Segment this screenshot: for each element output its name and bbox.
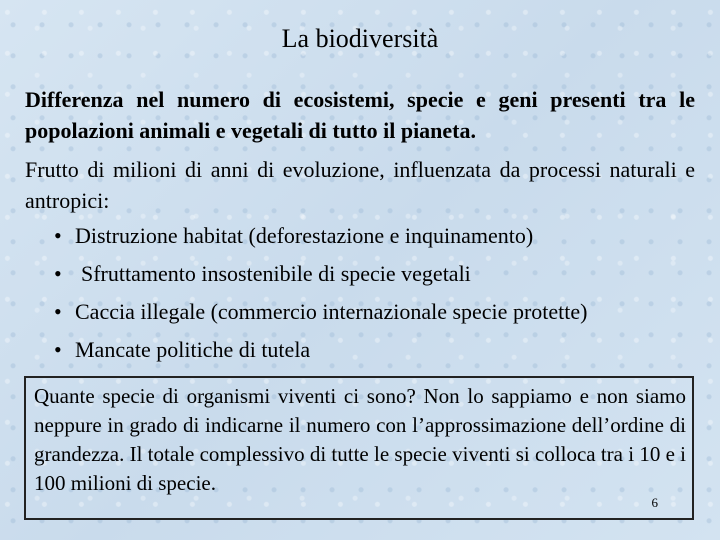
bullet-dot: • [54,337,62,362]
page-number: 6 [651,495,658,510]
bullet-text: Distruzione habitat (deforestazione e inquinamento) [75,223,534,248]
bullet-text: Mancate politiche di tutela [75,337,311,362]
bullet-dot: • [54,223,62,248]
bullet-item [54,334,587,372]
intro-text: Frutto di milioni di anni di evoluzione, influenzata da processi naturali e antropici: [25,157,695,213]
bullet-text: Sfruttamento insostenibile di specie vegetali [81,261,471,286]
info-box-text: Quante specie di organismi viventi ci sono? Non lo sappiamo e non siamo neppure in grado di indicarne il numero con l’approssimazione dell’ordine di grandezza. Il totale complessivo di tutte le specie viventi si colloca tra i 10 e i 100 milioni di specie. [34,384,686,495]
bullet-dot: • [54,299,62,324]
bullet-item [54,296,587,334]
bullet-list [54,220,587,372]
info-box [24,376,694,520]
definition-text: Differenza nel numero di ecosistemi, specie e geni presenti tra le popolazioni animali e vegetali di tutto il pianeta. [25,87,695,143]
bullet-dot: • [54,261,62,286]
bullet-item [54,258,587,296]
bullet-item [54,220,587,258]
slide-title: La biodiversità [281,24,439,53]
bullet-text: Caccia illegale (commercio internazionale specie protette) [75,299,588,324]
